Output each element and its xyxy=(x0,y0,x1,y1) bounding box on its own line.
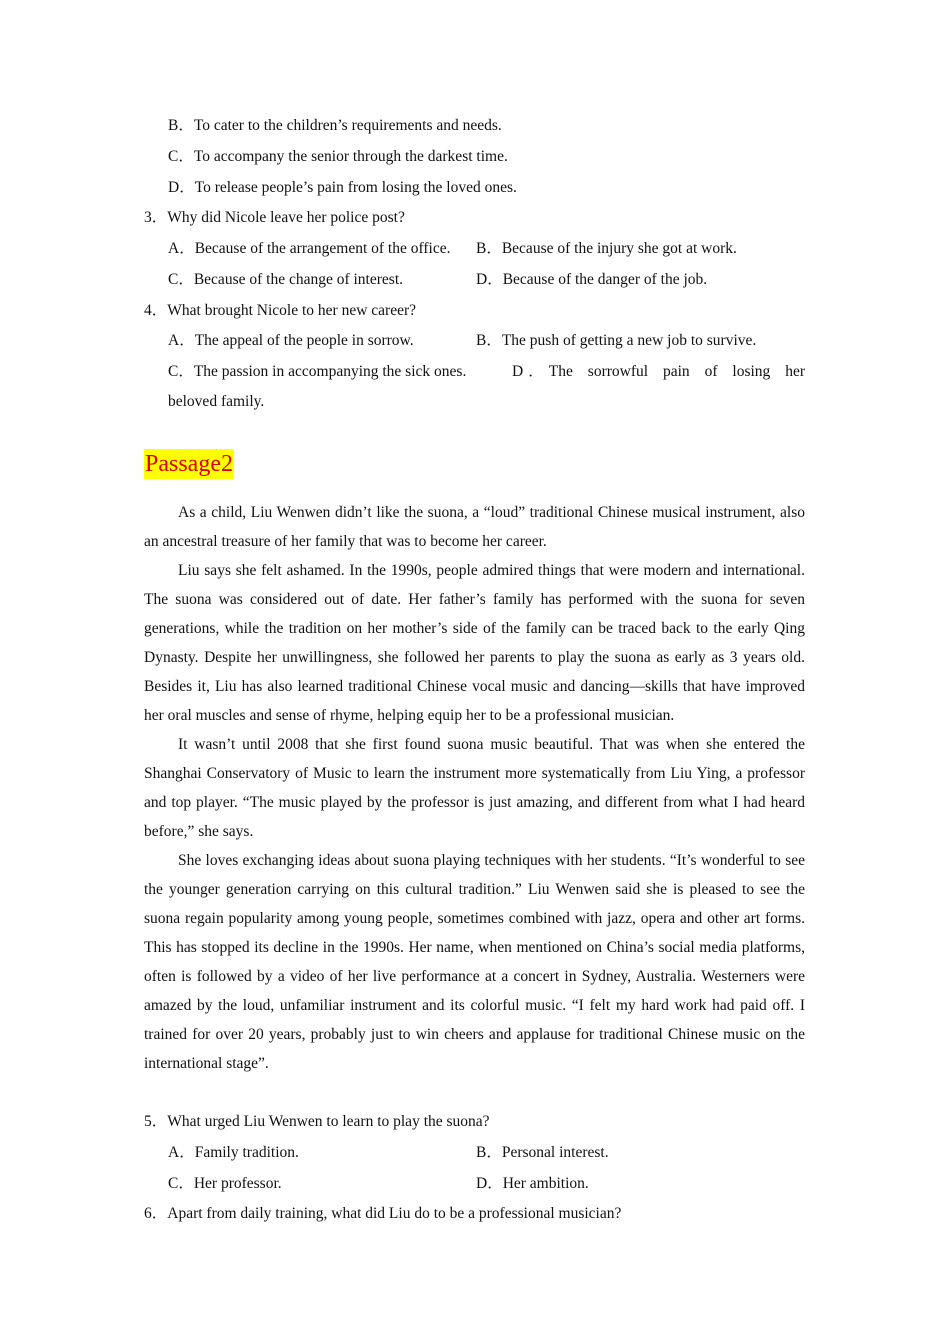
q3-option-b: B．Because of the injury she got at work. xyxy=(476,240,737,257)
q2-option-c: C．To accompany the senior through the darkest time. xyxy=(168,148,508,165)
passage-title: Passage2 xyxy=(145,451,233,477)
passage-body xyxy=(144,498,805,1078)
q4-option-a: A．The appeal of the people in sorrow. xyxy=(168,332,414,349)
passage-paragraph-1: As a child, Liu Wenwen didn’t like the suona, a “loud” traditional Chinese musical instrument, also an ancestral treasure of her family that was to become her career. xyxy=(144,504,805,550)
q5-option-d: D．Her ambition. xyxy=(476,1175,589,1192)
q3-option-d: D．Because of the danger of the job. xyxy=(476,271,708,288)
passage-paragraph-3: It wasn’t until 2008 that she first found suona music beautiful. That was when she entered the Shanghai Conservatory of Music to learn the instrument more systematically from Liu Ying, a professor and top player. “The music played by the professor is just amazing, and different from what I had heard before,” she says. xyxy=(144,736,805,840)
q5-option-a: A．Family tradition. xyxy=(168,1144,299,1161)
q4-option-d-continued: beloved family. xyxy=(168,393,265,410)
q5-option-b: B．Personal interest. xyxy=(476,1144,609,1161)
q2-option-b: B．To cater to the children’s requirements and needs. xyxy=(168,117,502,134)
q3-option-a: A．Because of the arrangement of the office. xyxy=(168,240,451,257)
q3-option-c: C．Because of the change of interest. xyxy=(168,271,403,288)
q4-stem: 4．What brought Nicole to her new career? xyxy=(144,302,416,319)
q3-stem: 3．Why did Nicole leave her police post? xyxy=(144,209,405,226)
q4-option-c: C．The passion in accompanying the sick ones. xyxy=(168,363,467,380)
q4-option-d: D．The sorrowful pain of losing her xyxy=(512,363,805,380)
q5-option-c: C．Her professor. xyxy=(168,1175,282,1192)
q5-stem: 5．What urged Liu Wenwen to learn to play the suona? xyxy=(144,1113,490,1130)
q6-stem: 6．Apart from daily training, what did Liu do to be a professional musician? xyxy=(144,1205,622,1222)
q2-option-d: D．To release people’s pain from losing the loved ones. xyxy=(168,179,517,196)
q4-option-b: B．The push of getting a new job to survive. xyxy=(476,332,757,349)
passage-paragraph-2: Liu says she felt ashamed. In the 1990s, people admired things that were modern and international. The suona was considered out of date. Her father’s family has performed with the suona for seven generations, while the tradition on her mother’s side of the family can be traced back to the early Qing Dynasty. Despite her unwillingness, she followed her parents to play the suona as early as 3 years old. Besides it, Liu has also learned traditional Chinese vocal music and dancing—skills that have improved her oral muscles and sense of rhyme, helping equip her to be a professional musician. xyxy=(144,562,805,724)
passage-paragraph-4: She loves exchanging ideas about suona playing techniques with her students. “It’s wonderful to see the younger generation carrying on this cultural tradition.” Liu Wenwen said she is pleased to see the suona regain popularity among young people, sometimes combined with jazz, opera and other art forms. This has stopped its decline in the 1990s. Her name, when mentioned on China’s social media platforms, often is followed by a video of her live performance at a concert in Sydney, Australia. Westerners were amazed by the loud, unfamiliar instrument and its colorful music. “I felt my hard work had paid off. I trained for over 20 years, probably just to win cheers and applause for traditional Chinese music on the international stage”. xyxy=(144,852,805,1072)
